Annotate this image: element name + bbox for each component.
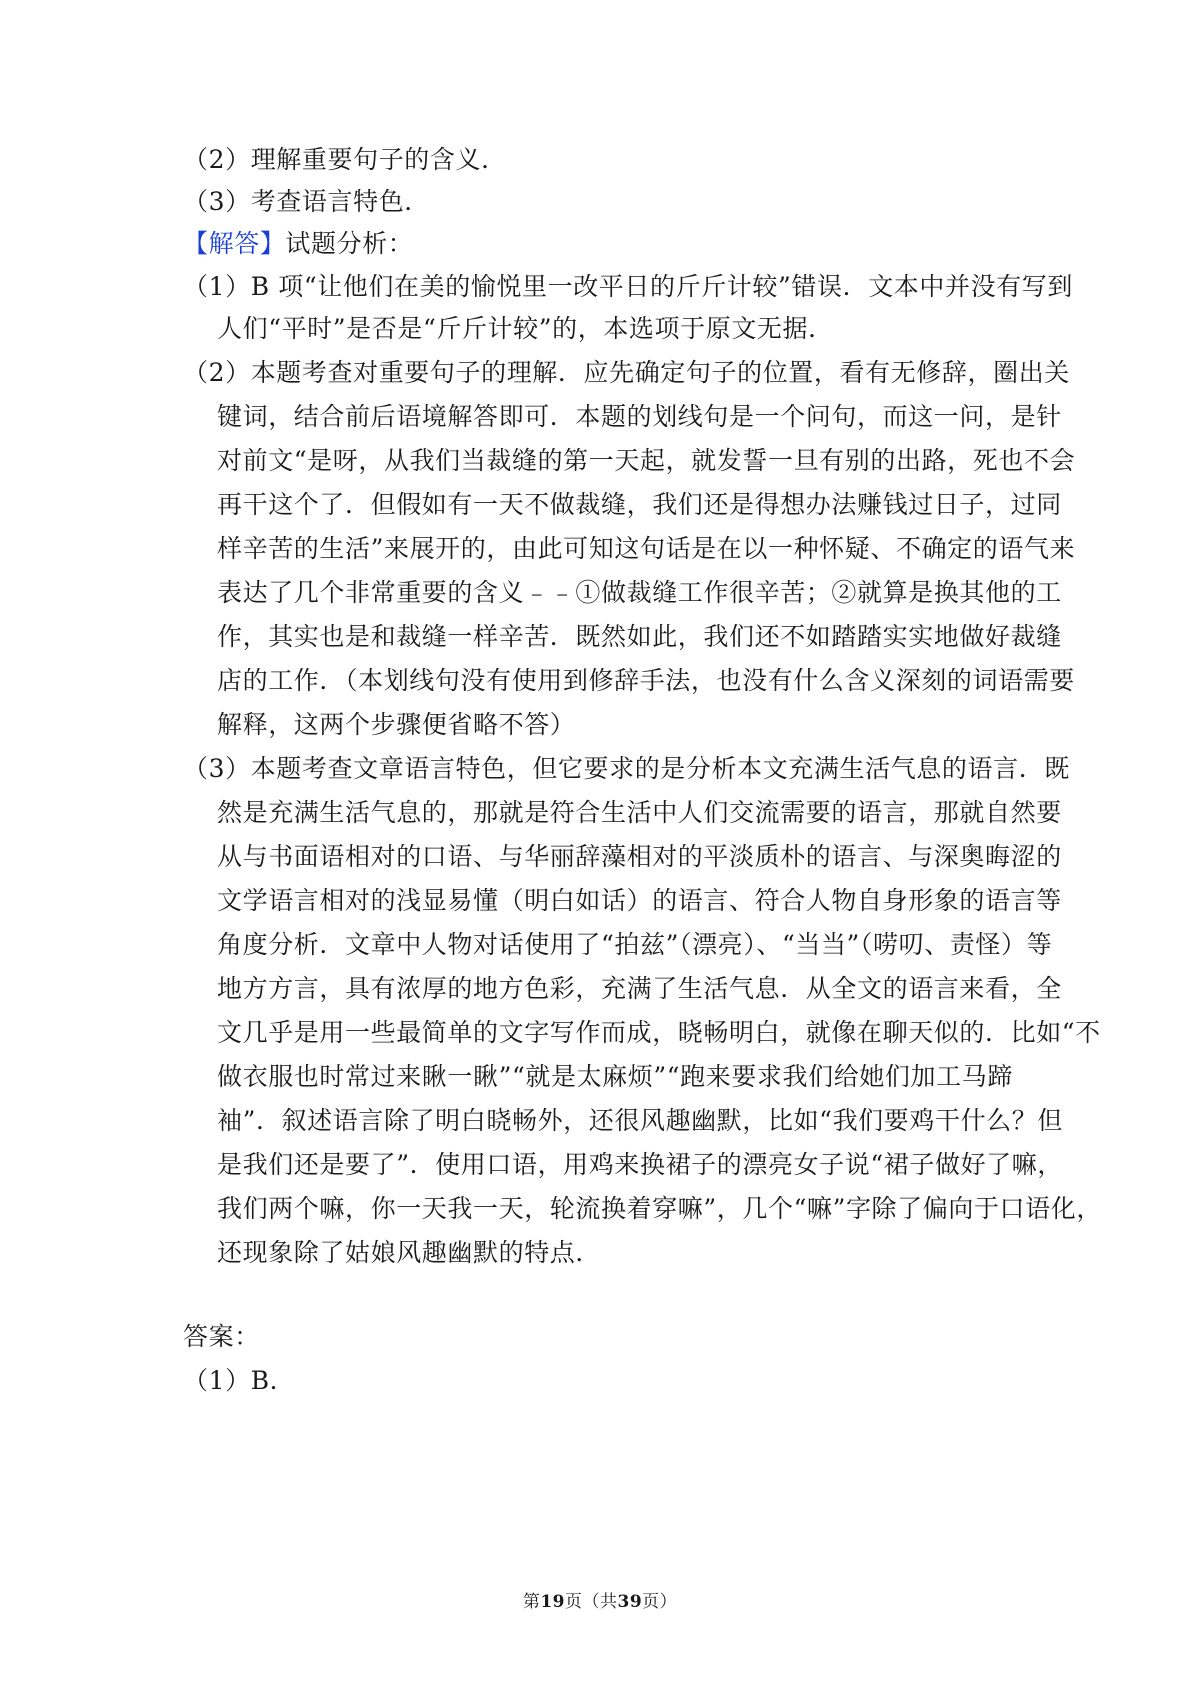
answer-header [183,227,413,261]
answer-3-line: 我们两个嘛，你一天我一天，轮流换着穿嘛”，几个“嘛”字除了偏向于口语化， [217,1194,1102,1223]
analysis-point-3: （3）考查语言特色． [183,187,430,216]
answer-2-line: 再干这个了．但假如有一天不做裁缝，我们还是得想办法赚钱过日子，过同 [217,490,1062,519]
answer-2-line: 表达了几个非常重要的含义﹣﹣①做裁缝工作很辛苦；②就算是换其他的工 [217,578,1062,607]
answer-2-line: 对前文“是呀，从我们当裁缝的第一天起，就发誓一旦有别的出路，死也不会 [217,446,1076,475]
final-answer-label: 答案： [183,1322,260,1351]
answer-2-line: （2）本题考查对重要句子的理解．应先确定句子的位置，看有无修辞，圈出关 [183,358,1070,387]
final-answer-1: （1）B． [183,1366,296,1395]
answer-1-line: 人们“平时”是否是“斤斤计较”的，本选项于原文无据． [217,314,834,343]
footer-page-number: 19 [540,1592,565,1612]
answer-3-line: 文学语言相对的浅显易懂（明白如话）的语言、符合人物自身形象的语言等 [217,886,1062,915]
footer-prefix: 第 [522,1592,541,1612]
answer-2-line: 键词，结合前后语境解答即可．本题的划线句是一个问句，而这一问，是针 [217,402,1062,431]
answer-header-text: 试题分析： [285,229,414,258]
footer-total-pages: 39 [617,1592,643,1612]
answer-2-line: 样辛苦的生活”来展开的，由此可知这句话是在以一种怀疑、不确定的语气来 [217,534,1076,563]
answer-3-line: 从与书面语相对的口语、与华丽辞藻相对的平淡质朴的语言、与深奥晦涩的 [217,842,1062,871]
answer-2-line: 作，其实也是和裁缝一样辛苦．既然如此，我们还不如踏踏实实地做好裁缝 [217,622,1062,651]
answer-2-line: 店的工作．（本划线句没有使用到修辞手法，也没有什么含义深刻的词语需要 [217,666,1075,695]
answer-3-line: 然是充满生活气息的，那就是符合生活中人们交流需要的语言，那就自然要 [217,798,1062,827]
answer-3-line: 文几乎是用一些最简单的文字写作而成，晓畅明白，就像在聊天似的．比如“不 [217,1018,1101,1047]
answer-2-line: 解释，这两个步骤便省略不答） [217,710,576,739]
footer-suffix: 页） [642,1592,678,1612]
page-footer [0,1590,1200,1614]
answer-3-line: 地方方言，具有浓厚的地方色彩，充满了生活气息．从全文的语言来看，全 [217,974,1062,1003]
answer-3-line: （3）本题考查文章语言特色，但它要求的是分析本文充满生活气息的语言．既 [183,754,1070,783]
answer-tag: 【解答】 [183,229,286,258]
answer-3-line: 角度分析．文章中人物对话使用了“拍兹”（漂亮）、“当当”（唠叨、责怪）等 [217,930,1053,959]
answer-3-line: 是我们还是要了”．使用口语，用鸡来换裙子的漂亮女子说“裙子做好了嘛， [217,1150,1063,1179]
answer-3-line: 袖”．叙述语言除了明白晓畅外，还很风趣幽默，比如“我们要鸡干什么？但 [217,1106,1063,1135]
answer-1-line: （1）B 项“让他们在美的愉悦里一改平日的斤斤计较”错误．文本中并没有写到 [183,272,1073,301]
analysis-point-2: （2）理解重要句子的含义． [183,145,507,174]
footer-middle: 页（共 [565,1592,618,1612]
answer-3-line: 做衣服也时常过来瞅一瞅”“就是太麻烦”“跑来要求我们给她们加工马蹄 [217,1062,1013,1091]
answer-3-line: 还现象除了姑娘风趣幽默的特点． [217,1238,602,1267]
